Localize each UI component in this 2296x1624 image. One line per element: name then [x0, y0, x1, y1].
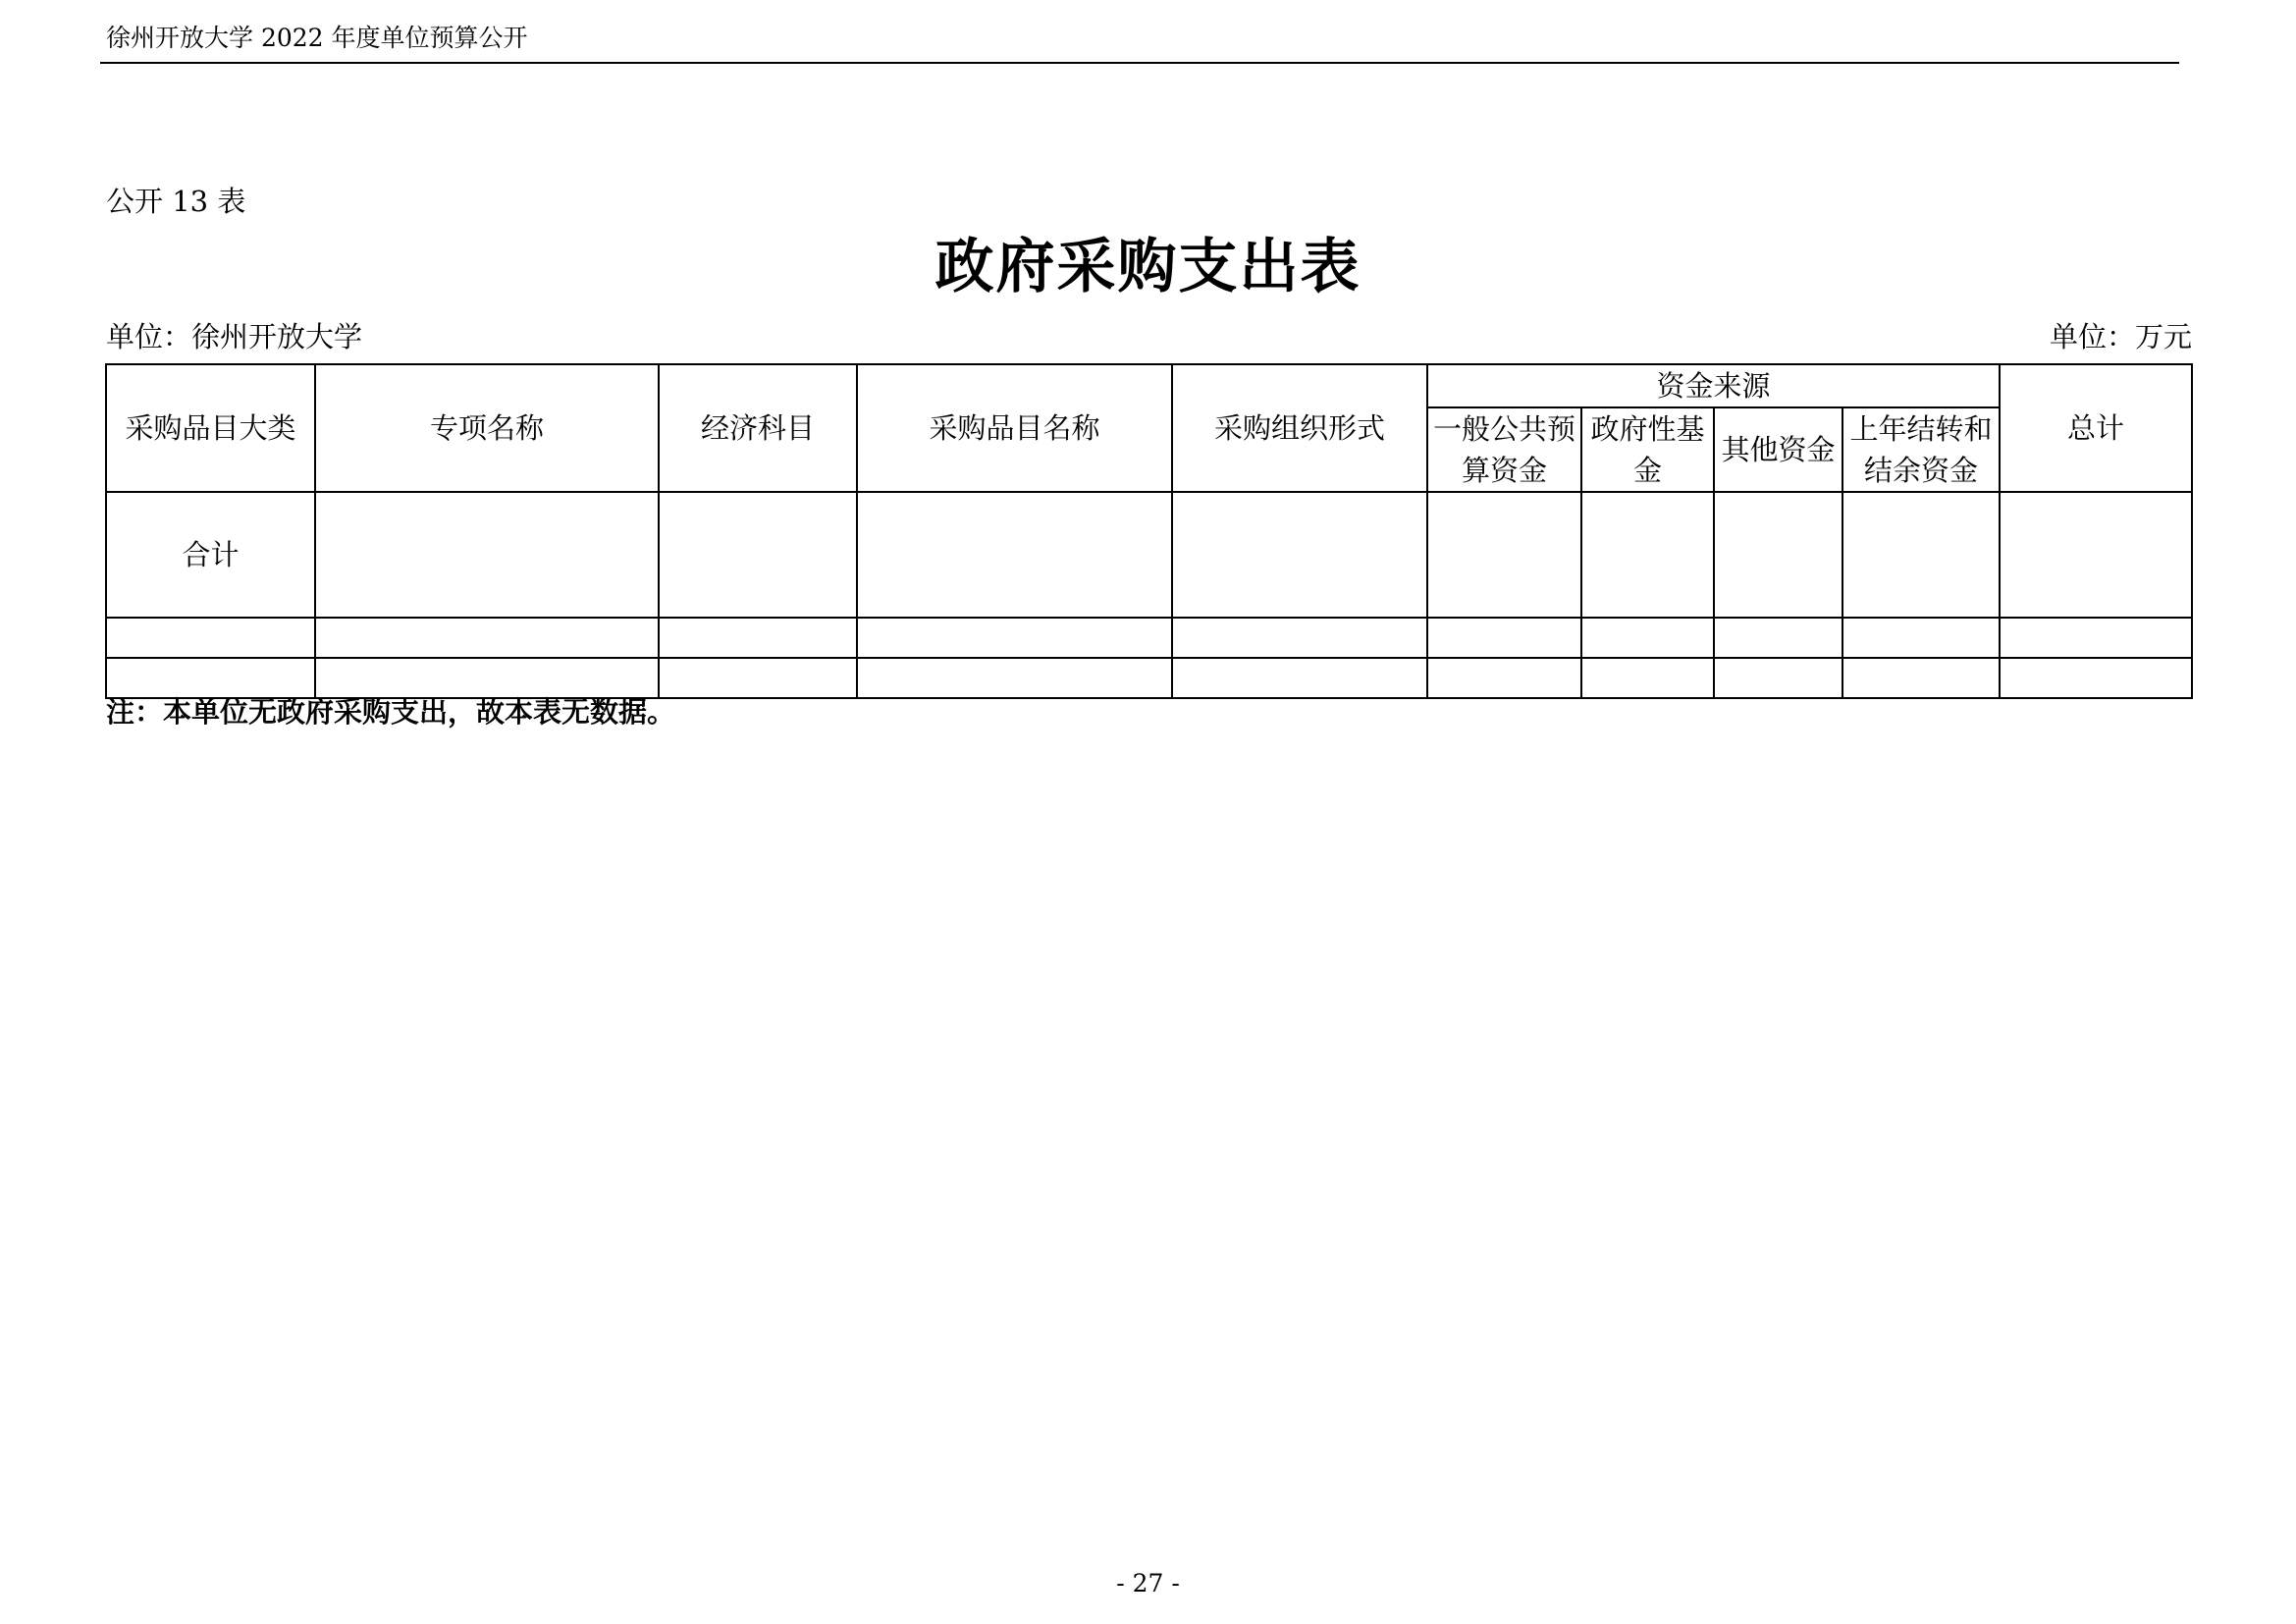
col-header-gov-fund: 政府性基金	[1581, 407, 1714, 492]
table-cell	[659, 618, 857, 658]
col-header-category: 采购品目大类	[106, 364, 315, 492]
procurement-table	[105, 363, 2193, 699]
table-cell	[1581, 492, 1714, 618]
table-row-total	[106, 492, 2192, 618]
table-cell	[315, 658, 659, 698]
col-header-org-form: 采购组织形式	[1172, 364, 1427, 492]
table-row	[106, 618, 2192, 658]
col-header-carryover: 上年结转和结余资金	[1842, 407, 2000, 492]
col-header-other-funds: 其他资金	[1714, 407, 1842, 492]
table-cell	[659, 658, 857, 698]
col-header-general-budget: 一般公共预算资金	[1427, 407, 1581, 492]
table-cell	[857, 658, 1172, 698]
table-cell	[106, 658, 315, 698]
table-cell	[1581, 618, 1714, 658]
table-cell	[2000, 618, 2192, 658]
table-cell	[2000, 658, 2192, 698]
col-header-project-name: 专项名称	[315, 364, 659, 492]
running-header: 徐州开放大学 2022 年度单位预算公开	[106, 24, 528, 52]
table-cell	[857, 618, 1172, 658]
unit-label-left: 单位：徐州开放大学	[106, 320, 363, 353]
table-number: 公开 13 表	[106, 185, 246, 218]
col-header-economic-subject: 经济科目	[659, 364, 857, 492]
table-row	[106, 658, 2192, 698]
table-cell	[1714, 658, 1842, 698]
table-cell	[659, 492, 857, 618]
table-cell	[1714, 618, 1842, 658]
header-rule	[100, 62, 2179, 64]
table-cell	[857, 492, 1172, 618]
page-title: 政府采购支出表	[934, 233, 1362, 301]
page-number: - 27 -	[1116, 1569, 1180, 1597]
table-cell	[315, 492, 659, 618]
table-cell: 合计	[106, 492, 315, 618]
table-cell	[315, 618, 659, 658]
table-note: 注：本单位无政府采购支出，故本表无数据。	[106, 695, 676, 729]
table-cell	[1427, 618, 1581, 658]
table-cell	[106, 618, 315, 658]
table-cell	[1842, 492, 2000, 618]
table-cell	[1427, 658, 1581, 698]
table-cell	[1172, 492, 1427, 618]
table-cell	[1842, 618, 2000, 658]
unit-label-right: 单位：万元	[2049, 320, 2192, 353]
col-header-total: 总计	[2000, 364, 2192, 492]
table-cell	[1714, 492, 1842, 618]
table-cell	[1172, 658, 1427, 698]
table-cell	[1172, 618, 1427, 658]
table-header-row	[106, 364, 2192, 407]
table-cell	[1581, 658, 1714, 698]
col-header-item-name: 采购品目名称	[857, 364, 1172, 492]
col-header-funding-source: 资金来源	[1427, 364, 2000, 407]
table-cell	[2000, 492, 2192, 618]
table-cell	[1427, 492, 1581, 618]
table-cell	[1842, 658, 2000, 698]
